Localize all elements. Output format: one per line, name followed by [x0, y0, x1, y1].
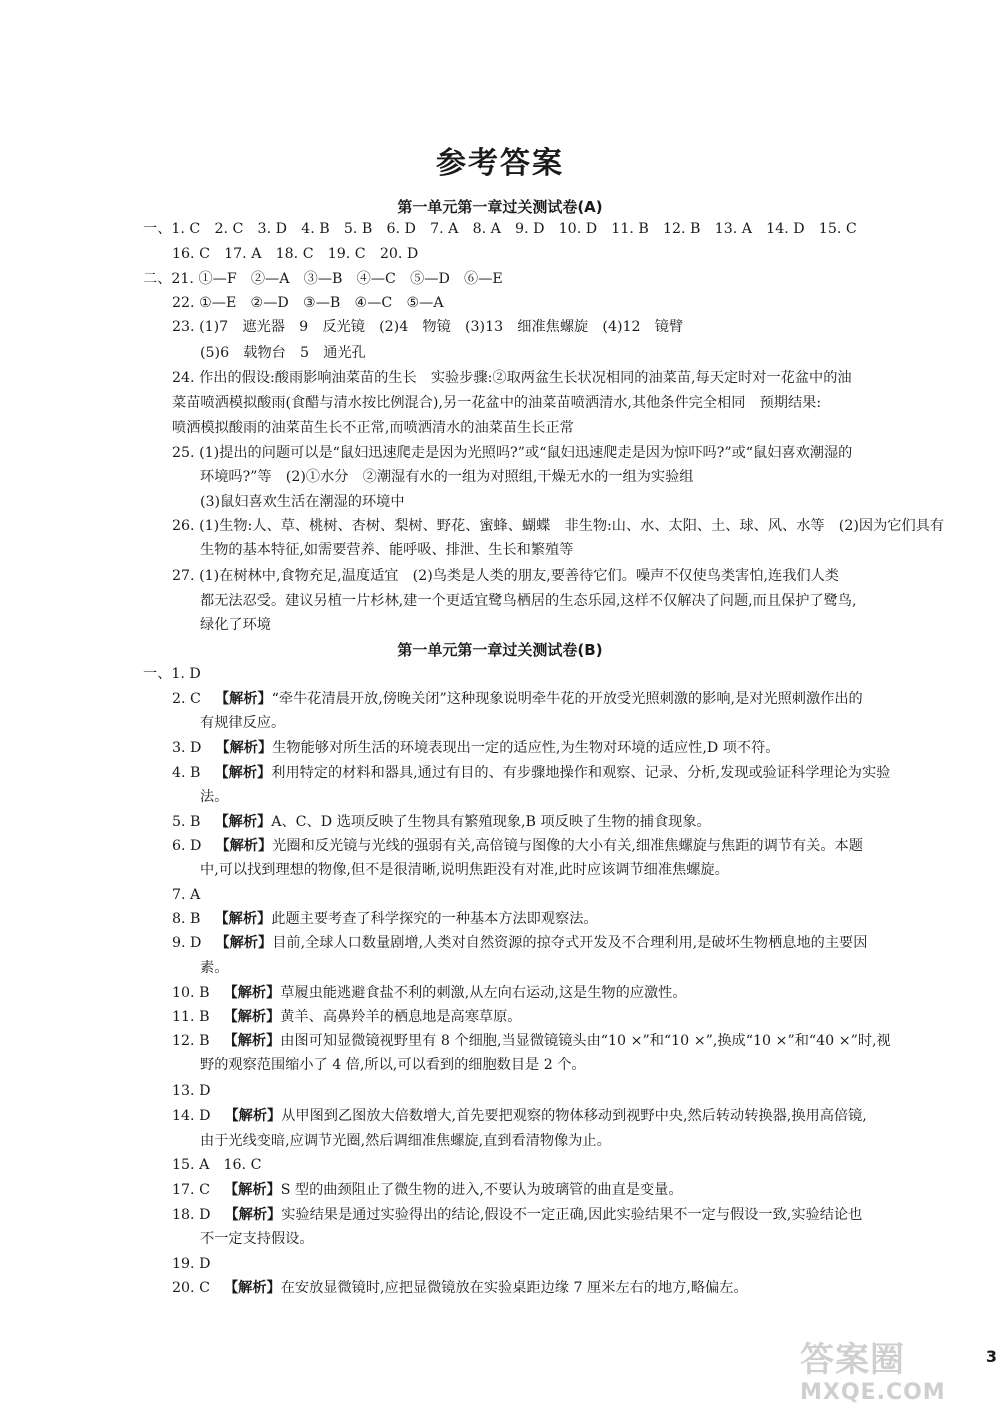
answer-line: 都无法忍受。建议另植一片杉林,建一个更适宜鹭鸟栖居的生态乐园,这样不仅解决了问题,而且保护了鹭鸟,: [200, 593, 857, 609]
analysis-tag: 【解析】: [223, 985, 281, 1001]
answer-line: 24. 作出的假设:酸雨影响油菜苗的生长 实验步骤:②取两盆生长状况相同的油菜苗,每天定时对一花盆中的油: [172, 370, 852, 386]
answer-text: 草履虫能逃避食盐不利的刺激,从左向右运动,这是生物的应激性。: [280, 985, 687, 1001]
answer-line: [143, 663, 201, 685]
answer-text: 野的观察范围缩小了 4 倍,所以,可以看到的细胞数目是 2 个。: [200, 1057, 586, 1073]
answer-line: [172, 1154, 261, 1176]
answer-line: 16. C 17. A 18. C 19. C 20. D: [172, 246, 419, 262]
answer-line: (3)鼠妇喜欢生活在潮湿的环境中: [200, 494, 405, 510]
answer-text: 目前,全球人口数量剧增,人类对自然资源的掠夺式开发及不合理利用,是破坏生物栖息地的主要因: [272, 935, 868, 951]
answer-number: 3. D: [172, 740, 202, 756]
page-title: 参考答案: [436, 146, 564, 181]
watermark-logo: [800, 1340, 990, 1410]
answer-number: 13. D: [172, 1083, 211, 1099]
answer-line: [172, 1105, 867, 1127]
section-a-title: 第一单元第一章过关测试卷(A): [397, 198, 603, 216]
answer-line: 26. (1)生物:人、草、桃树、杏树、梨树、野花、蜜蜂、蝴蝶 非生物:山、水、太阳、土、球、风、水等 (2)因为它们具有: [172, 518, 945, 534]
answer-text: 利用特定的材料和器具,通过有目的、有步骤地操作和观察、记录、分析,发现或验证科学理论为实验: [271, 765, 891, 781]
answer-line: [200, 1054, 586, 1076]
answer-line: [172, 1253, 210, 1275]
answer-line: [172, 1179, 683, 1201]
answer-line: [172, 688, 863, 710]
answer-line: [172, 884, 200, 906]
analysis-tag: 【解析】: [224, 1207, 282, 1223]
answer-text: 不一定支持假设。: [200, 1231, 314, 1247]
analysis-tag: 【解析】: [223, 1182, 281, 1198]
answer-number: 9. D: [172, 935, 202, 951]
answer-line: [172, 1006, 521, 1028]
section-b-title: 第一单元第一章过关测试卷(B): [397, 641, 603, 659]
answer-number: 8. B: [172, 911, 201, 927]
answer-line: [172, 1030, 891, 1052]
answer-line: 喷洒模拟酸雨的油菜苗生长不正常,而喷洒清水的油菜苗生长正常: [172, 420, 574, 436]
answer-number: 2. C: [172, 691, 201, 707]
answer-line: 菜苗喷洒模拟酸雨(食醋与清水按比例混合),另一花盆中的油菜苗喷洒清水,其他条件完全相同 预期结果:: [172, 395, 822, 411]
answer-number: 11. B: [172, 1009, 210, 1025]
answer-text: A、C、D 选项反映了生物具有繁殖现象,B 项反映了生物的捕食现象。: [271, 814, 711, 830]
answer-number: 12. B: [172, 1033, 210, 1049]
analysis-tag: 【解析】: [214, 911, 272, 927]
answer-text: 此题主要考查了科学探究的一种基本方法即观察法。: [271, 911, 598, 927]
answer-line: [172, 762, 890, 784]
answer-number: 18. D: [172, 1207, 211, 1223]
analysis-tag: 【解析】: [214, 691, 272, 707]
answer-line: [172, 835, 863, 857]
answer-line: 环境吗?”等 (2)①水分 ②潮湿有水的一组为对照组,干燥无水的一组为实验组: [200, 469, 694, 485]
watermark-top-text: 答案圈: [800, 1340, 905, 1380]
answer-line: 二、21. ①—F ②—A ③—B ④—C ⑤—D ⑥—E: [143, 271, 503, 287]
answer-line: [172, 737, 779, 759]
answer-line: [172, 811, 711, 833]
answer-line: [200, 859, 729, 881]
analysis-tag: 【解析】: [223, 1280, 281, 1296]
answer-text: “牵牛花清晨开放,傍晚关闭”这种现象说明牵牛花的开放受光照刺激的影响,是对光照刺激作出的: [271, 691, 863, 707]
answer-text: 实验结果是通过实验得出的结论,假设不一定正确,因此实验结果不一定与假设一致,实验结论也: [281, 1207, 863, 1223]
answer-text: 有规律反应。: [200, 715, 286, 731]
answer-text: 由图可知显微镜视野里有 8 个细胞,当显微镜镜头由“10 ×”和“10 ×”,换成“10 ×”和“40 ×”时,视: [280, 1033, 891, 1049]
watermark-bottom-text: MXQE.COM: [800, 1380, 946, 1405]
answer-text: 在安放显微镜时,应把显微镜放在实验桌距边缘 7 厘米左右的地方,略偏左。: [280, 1280, 748, 1296]
answer-text: 从甲图到乙图放大倍数增大,首先要把观察的物体移动到视野中央,然后转动转换器,换用高倍镜,: [281, 1108, 867, 1124]
answer-number: 17. C: [172, 1182, 210, 1198]
answer-line: (5)6 载物台 5 通光孔: [200, 345, 366, 361]
answer-number: 4. B: [172, 765, 201, 781]
answer-line: 27. (1)在树林中,食物充足,温度适宜 (2)鸟类是人类的朋友,要善待它们。噪声不仅使鸟类害怕,连我们人类: [172, 568, 839, 584]
answer-line: [172, 982, 687, 1004]
answer-text: 黄羊、高鼻羚羊的栖息地是高寒草原。: [280, 1009, 522, 1025]
answer-line: [200, 712, 285, 734]
answer-line: 绿化了环境: [200, 617, 271, 633]
answer-number: 6. D: [172, 838, 202, 854]
answer-line: [172, 1277, 748, 1299]
answer-line: [200, 957, 228, 979]
answer-number: 14. D: [172, 1108, 211, 1124]
analysis-tag: 【解析】: [223, 1033, 281, 1049]
answer-line: 22. ①—E ②—D ③—B ④—C ⑤—A: [172, 295, 444, 311]
answer-line: 25. (1)提出的问题可以是“鼠妇迅速爬走是因为光照吗?”或“鼠妇迅速爬走是因为惊吓吗?”或“鼠妇喜欢潮湿的: [172, 445, 853, 461]
answer-number: 20. C: [172, 1280, 210, 1296]
analysis-tag: 【解析】: [215, 740, 273, 756]
answer-text: 由于光线变暗,应调节光圈,然后调细准焦螺旋,直到看清物像为止。: [200, 1133, 611, 1149]
answer-text: 素。: [200, 960, 229, 976]
answer-text: S 型的曲颈阻止了微生物的进入,不要认为玻璃管的曲直是变量。: [280, 1182, 683, 1198]
page-number: 3: [985, 1347, 997, 1366]
answer-line: [172, 1204, 862, 1226]
answer-line: [172, 1080, 210, 1102]
answer-number: 15. A 16. C: [172, 1157, 262, 1173]
answer-number: 10. B: [172, 985, 210, 1001]
answer-line: [200, 786, 228, 808]
answer-number: 19. D: [172, 1256, 211, 1272]
answer-number: 7. A: [172, 887, 201, 903]
analysis-tag: 【解析】: [214, 814, 272, 830]
answer-line: [172, 932, 867, 954]
answer-number: 一、1. D: [143, 666, 201, 682]
answer-number: 5. B: [172, 814, 201, 830]
analysis-tag: 【解析】: [214, 765, 272, 781]
answer-line: [200, 1228, 314, 1250]
answer-text: 光圈和反光镜与光线的强弱有关,高倍镜与图像的大小有关,细准焦螺旋与焦距的调节有关。本题: [272, 838, 863, 854]
analysis-tag: 【解析】: [215, 935, 273, 951]
answer-text: 法。: [200, 789, 229, 805]
answer-line: [200, 1130, 611, 1152]
analysis-tag: 【解析】: [223, 1009, 281, 1025]
answer-text: 中,可以找到理想的物像,但不是很清晰,说明焦距没有对准,此时应该调节细准焦螺旋。: [200, 862, 729, 878]
analysis-tag: 【解析】: [215, 838, 273, 854]
analysis-tag: 【解析】: [224, 1108, 282, 1124]
answer-line: 23. (1)7 遮光器 9 反光镜 (2)4 物镜 (3)13 细准焦螺旋 (4)12 镜臂: [172, 319, 684, 335]
answer-line: 生物的基本特征,如需要营养、能呼吸、排泄、生长和繁殖等: [200, 542, 574, 558]
answer-line: 一、1. C 2. C 3. D 4. B 5. B 6. D 7. A 8. A 9. D 10. D 11. B 12. B 13. A 14. D 15. C: [143, 221, 857, 237]
answer-text: 生物能够对所生活的环境表现出一定的适应性,为生物对环境的适应性,D 项不符。: [272, 740, 780, 756]
answer-line: [172, 908, 598, 930]
